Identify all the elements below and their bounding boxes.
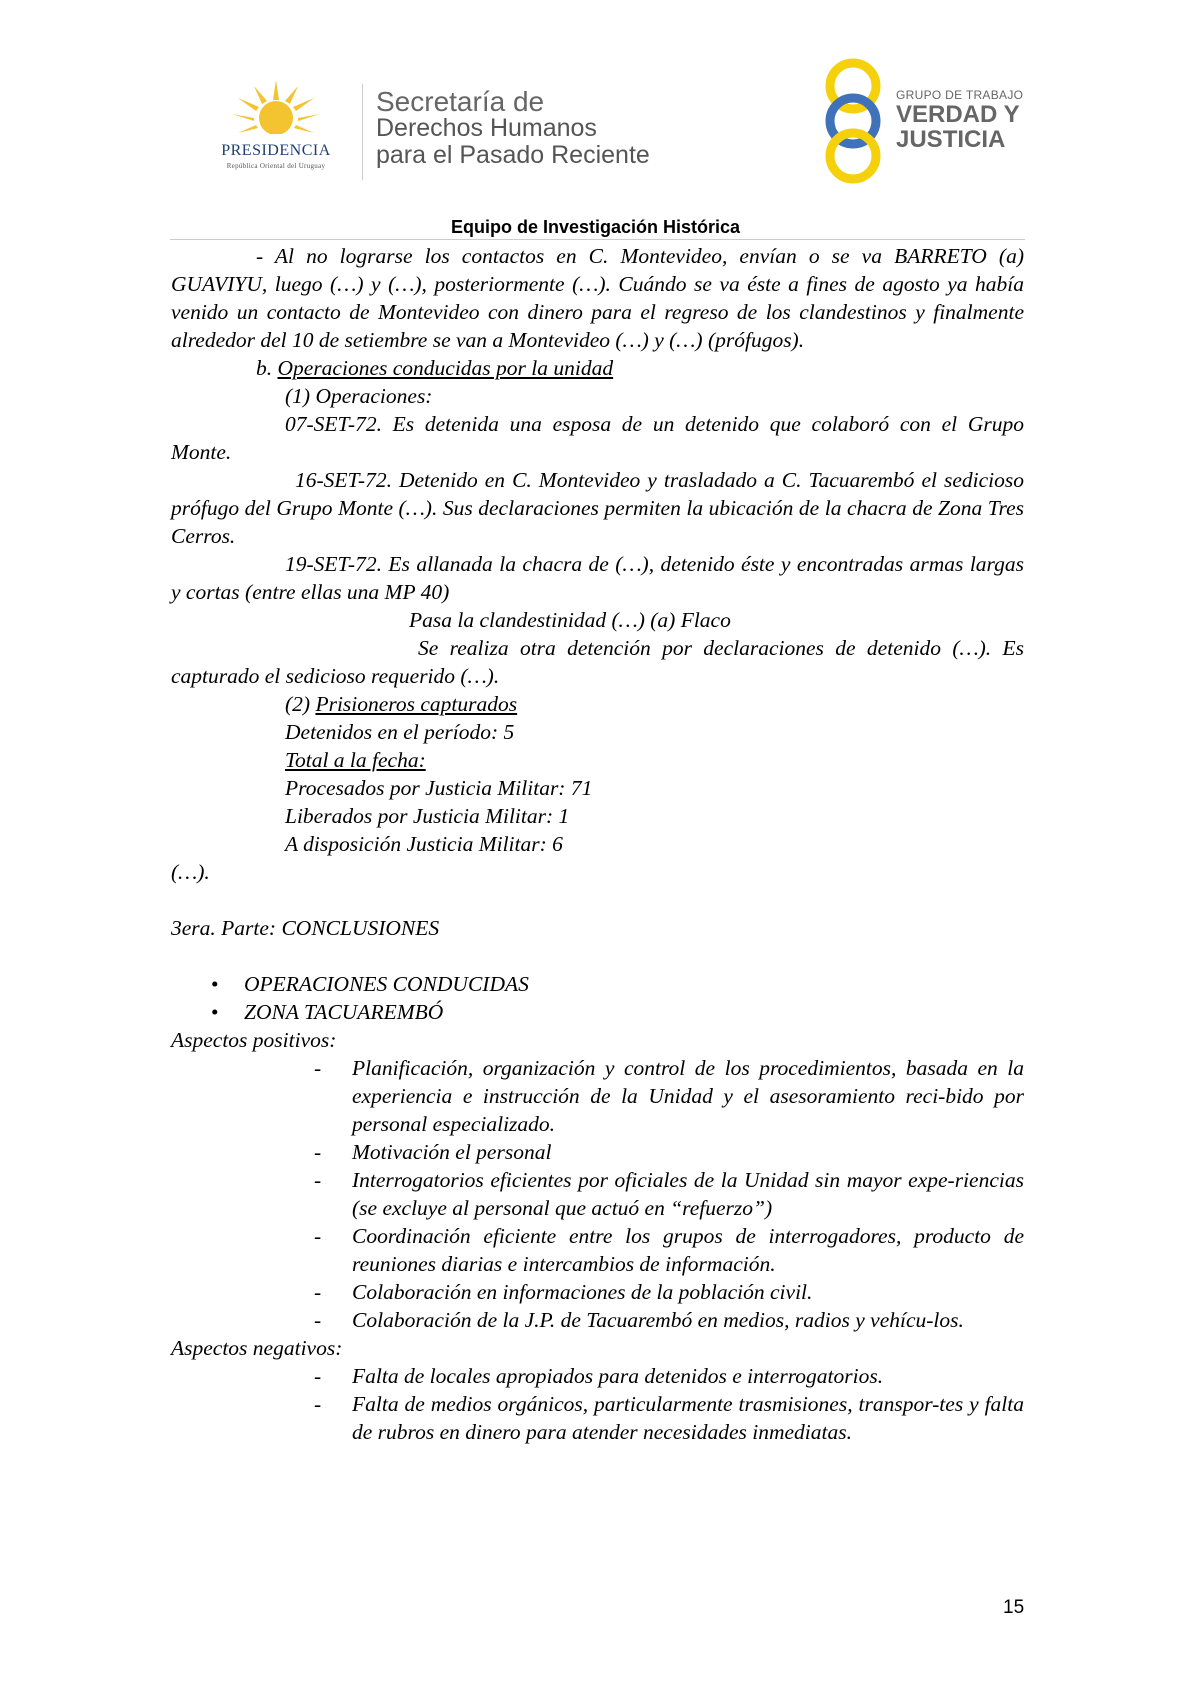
list-item xyxy=(171,1362,1024,1390)
list-item xyxy=(171,1390,1024,1446)
spacer xyxy=(171,886,1024,914)
section-b-title: Operaciones conducidas por la unidad xyxy=(277,356,614,380)
document-body xyxy=(171,242,1024,1446)
operation-otra-detencion: Se realiza otra detención por declaraciones de detenido (…). Es capturado el sedicioso requerido (…). xyxy=(171,636,1024,688)
unit-title: Equipo de Investigación Histórica xyxy=(450,217,741,237)
dash-marker: - xyxy=(314,1308,322,1332)
ellipsis-line: (…). xyxy=(171,860,210,884)
header-rule xyxy=(170,239,1025,240)
liberados: Liberados por Justicia Militar: 1 xyxy=(285,804,570,828)
prisoners-heading xyxy=(285,690,1024,718)
positive-aspects-heading: Aspectos positivos: xyxy=(171,1028,337,1052)
page-number: 15 xyxy=(1003,1597,1025,1618)
rings-icon xyxy=(820,56,890,186)
operation-clandestinidad: Pasa la clandestinidad (…) (a) Flaco xyxy=(409,608,731,632)
justicia-label: JUSTICIA xyxy=(896,126,1006,153)
procesados: Procesados por Justicia Militar: 71 xyxy=(285,776,593,800)
dash-marker: - xyxy=(314,1140,322,1164)
bullet-text: ZONA TACUAREMBÓ xyxy=(244,1000,444,1024)
bullet-icon: • xyxy=(211,1000,219,1024)
presidencia-logo xyxy=(196,78,356,178)
page-header xyxy=(0,0,1191,237)
prisoners-prefix: (2) xyxy=(285,692,316,716)
dash-marker: - xyxy=(314,1056,322,1080)
list-item-text: Falta de medios orgánicos, particularmente trasmisiones, transpor-tes y falta de rubros en dinero para atender necesidades inmediatas. xyxy=(352,1392,1024,1444)
negative-aspects-heading: Aspectos negativos: xyxy=(171,1336,343,1360)
verdad-justicia-logo xyxy=(820,56,1040,186)
list-item xyxy=(171,1306,1024,1334)
prisoners-title: Prisioneros capturados xyxy=(315,692,518,716)
operation-07-set: 07-SET-72. Es detenida una esposa de un detenido que colaboró con el Grupo Monte. xyxy=(171,412,1024,464)
sun-icon xyxy=(226,78,326,140)
list-item xyxy=(171,1054,1024,1138)
list-item-text: Motivación el personal xyxy=(352,1140,552,1164)
a-disposicion: A disposición Justicia Militar: 6 xyxy=(285,832,563,856)
list-item xyxy=(171,1138,1024,1166)
list-item xyxy=(171,1166,1024,1222)
dash-marker: - xyxy=(314,1364,322,1388)
negative-aspects-list xyxy=(171,1362,1024,1446)
operations-heading: (1) Operaciones: xyxy=(285,384,433,408)
list-item xyxy=(171,1278,1024,1306)
section-b-prefix: b. xyxy=(256,356,278,380)
dash-marker: - xyxy=(314,1392,322,1416)
section-b-heading xyxy=(171,354,1024,382)
detenidos-periodo: Detenidos en el período: 5 xyxy=(285,720,515,744)
list-item-text: Colaboración en informaciones de la población civil. xyxy=(352,1280,813,1304)
logo-divider xyxy=(362,84,363,180)
spacer xyxy=(171,942,1024,970)
secretaria-line-2: Derechos Humanos xyxy=(376,114,597,142)
conclusions-bullet-list xyxy=(171,970,1024,1026)
list-item xyxy=(171,970,1024,998)
bullet-icon: • xyxy=(211,972,219,996)
list-item-text: Colaboración de la J.P. de Tacuarembó en medios, radios y vehícu-los. xyxy=(352,1308,964,1332)
dash-marker: - xyxy=(314,1224,322,1248)
secretaria-line-3: para el Pasado Reciente xyxy=(376,141,650,169)
secretaria-line-1: Secretaría de xyxy=(376,86,545,117)
total-fecha: Total a la fecha: xyxy=(285,748,426,772)
operation-19-set: 19-SET-72. Es allanada la chacra de (…), detenido éste y encontradas armas largas y cortas (entre ellas una MP 40) xyxy=(171,552,1024,604)
dash-marker: - xyxy=(314,1168,322,1192)
secretaria-logo-text xyxy=(376,88,650,169)
verdad-justicia-label xyxy=(896,102,1020,152)
paragraph-contacts: - Al no lograrse los contactos en C. Montevideo, envían o se va BARRETO (a) GUAVIYU, luego (…) y (…), posteriormente (…). Cuándo se va éste a fines de agosto ya había venido un contacto de Montevideo con dinero para el regreso de los clandestinos y finalmente alrededor del 10 de setiembre se van a Montevideo (…) y (…) (prófugos). xyxy=(171,244,1024,352)
list-item-text: Planificación, organización y control de los procedimientos, basada en la experiencia e instrucción de la Unidad y el asesoramiento reci-bido por personal especializado. xyxy=(352,1056,1024,1136)
list-item-text: Falta de locales apropiados para detenidos e interrogatorios. xyxy=(352,1364,884,1388)
bullet-text: OPERACIONES CONDUCIDAS xyxy=(244,972,529,996)
operation-16-set: 16-SET-72. Detenido en C. Montevideo y trasladado a C. Tacuarembó el sedicioso prófugo del Grupo Monte (…). Sus declaraciones permiten la ubicación de la chacra de Zona Tres Cerros. xyxy=(171,468,1024,548)
list-item-text: Coordinación eficiente entre los grupos de interrogadores, producto de reuniones diarias e intercambios de información. xyxy=(352,1224,1024,1276)
presidencia-subtitle: República Oriental del Uruguay xyxy=(226,162,326,170)
verdad-label: VERDAD Y xyxy=(896,101,1020,128)
list-item xyxy=(171,1222,1024,1278)
list-item xyxy=(171,998,1024,1026)
positive-aspects-list xyxy=(171,1054,1024,1334)
grupo-de-trabajo-label: GRUPO DE TRABAJO xyxy=(896,88,1024,102)
presidencia-name: PRESIDENCIA xyxy=(221,142,331,159)
list-item-text: Interrogatorios eficientes por oficiales de la Unidad sin mayor expe-riencias (se excluye al personal que actuó en “refuerzo”) xyxy=(352,1168,1024,1220)
dash-marker: - xyxy=(314,1280,322,1304)
part-3-heading: 3era. Parte: CONCLUSIONES xyxy=(171,916,440,940)
